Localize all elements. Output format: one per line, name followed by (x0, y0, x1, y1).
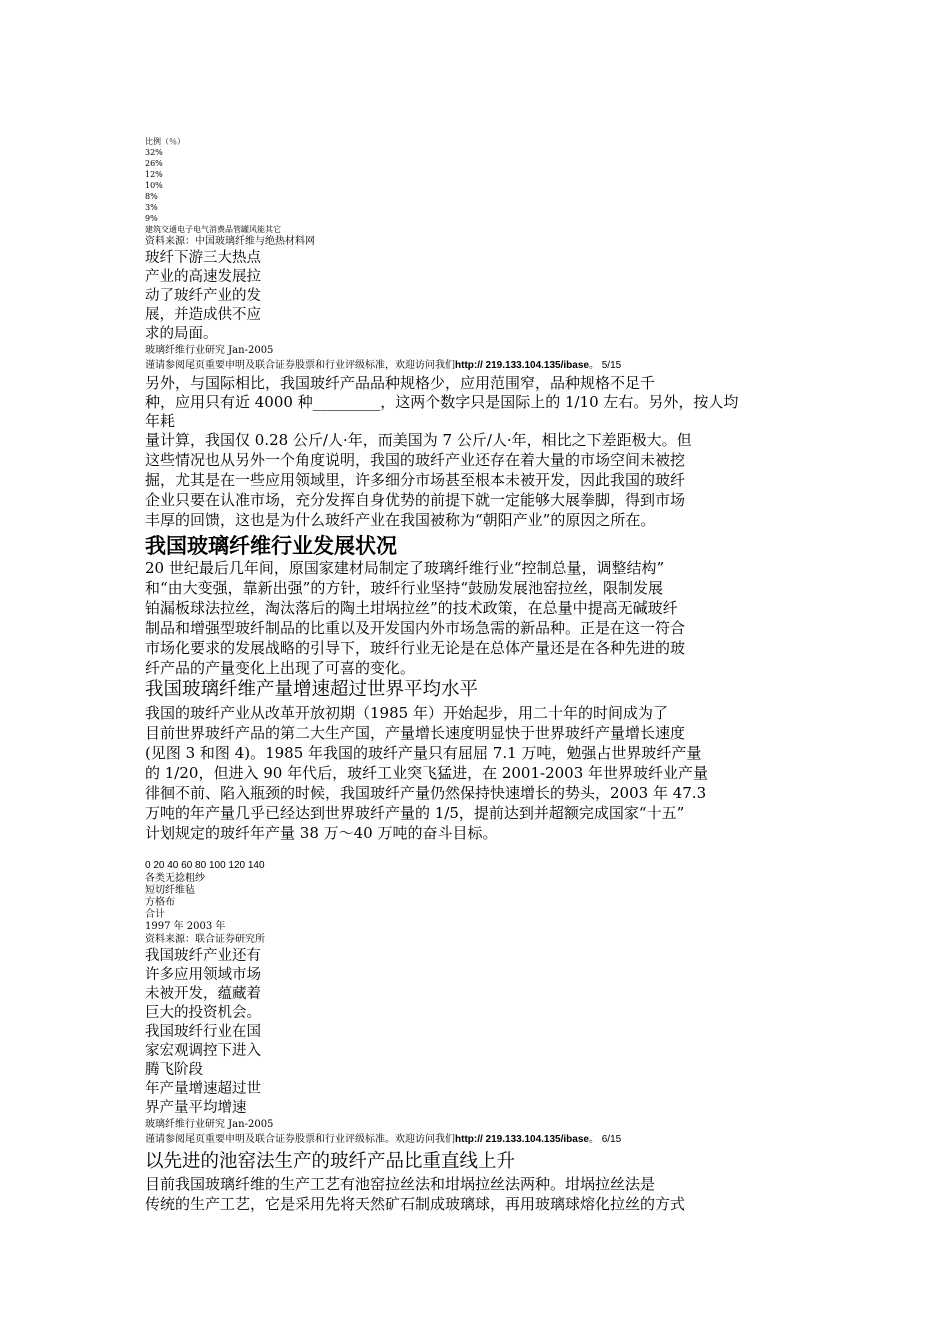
footer-url-link[interactable]: http:// 219.133.104.135/ibase (455, 1134, 589, 1145)
sidebar-note: 玻纤下游三大热点 (145, 250, 261, 266)
sidebar-note: 我国玻纤行业在国 (145, 1024, 261, 1040)
body-text: 掘，尤其是在一些应用领域里，许多细分市场甚至根本未被开发，因此我国的玻纤 (145, 471, 686, 489)
footer-page-number: 。 6/15 (588, 1134, 622, 1145)
body-text: 传统的生产工艺，它是采用先将天然矿石制成玻璃球，再用玻璃球熔化拉丝的方式 (145, 1195, 686, 1213)
footer-disclaimer-text: 谨请参阅尾页重要申明及联合证券股票和行业评级标准，欢迎访问我们 (145, 360, 455, 371)
section-heading: 我国玻璃纤维行业发展状况 (145, 534, 397, 558)
chart1-value: 26% (145, 159, 163, 168)
chart2-category: 短切纤维毡 (145, 885, 195, 896)
footer-disclaimer-text: 谨请参阅尾页重要申明及联合证券股票和行业评级标准。欢迎访问我们 (145, 1134, 455, 1145)
body-text: 量计算，我国仅 0.28 公斤/人·年，而美国为 7 公斤/人·年，相比之下差距极大。但 (145, 431, 692, 449)
sidebar-note: 家宏观调控下进入 (145, 1043, 261, 1059)
sidebar-note: 界产量平均增速 (145, 1100, 247, 1116)
sidebar-note: 动了玻纤产业的发 (145, 288, 261, 304)
sidebar-note: 腾飞阶段 (145, 1062, 203, 1078)
footer-disclaimer (145, 360, 621, 372)
body-text: 计划规定的玻纤年产量 38 万～40 万吨的奋斗目标。 (145, 824, 498, 842)
chart1-ylabel: 比例（％） (145, 137, 185, 146)
chart2-ticks: 0 20 40 60 80 100 120 140 (145, 860, 265, 871)
footer-title: 玻璃纤维行业研究 Jan-2005 (145, 345, 274, 356)
body-text: 和“由大变强，靠新出强”的方针，玻纤行业坚持“鼓励发展池窑拉丝，限制发展 (145, 579, 664, 597)
chart1-value: 32% (145, 148, 163, 157)
sidebar-note: 我国玻纤产业还有 (145, 948, 261, 964)
body-text: 纤产品的产量变化上出现了可喜的变化。 (145, 659, 416, 677)
sidebar-note: 产业的高速发展拉 (145, 269, 261, 285)
chart1-value: 3% (145, 203, 158, 212)
body-text: 市场化要求的发展战略的引导下，玻纤行业无论是在总体产量还是在各种先进的玻 (145, 639, 686, 657)
body-text: 目前世界玻纤产品的第二大生产国，产量增长速度明显快于世界玻纤产量增长速度 (145, 724, 686, 742)
section-subheading: 我国玻璃纤维产量增速超过世界平均水平 (145, 679, 479, 700)
chart1-source: 资料来源：中国玻璃纤维与绝热材料网 (145, 236, 315, 247)
body-text: 这些情况也从另外一个角度说明，我国的玻纤产业还存在着大量的市场空间未被挖 (145, 451, 686, 469)
body-text: 另外，与国际相比，我国玻纤产品品种规格少，应用范围窄，品种规格不足千 (145, 374, 656, 392)
footer-disclaimer (145, 1134, 621, 1146)
body-text: 20 世纪最后几年间，原国家建材局制定了玻璃纤维行业“控制总量，调整结构” (145, 559, 665, 577)
sidebar-note: 许多应用领域市场 (145, 967, 261, 983)
body-text: (见图 3 和图 4)。1985 年我国的玻纤产量只有屈屈 7.1 万吨，勉强占世界玻纤产量 (145, 744, 702, 762)
body-text: 万吨的年产量几乎已经达到世界玻纤产量的 1/5，提前达到并超额完成国家“十五” (145, 804, 685, 822)
body-text: 丰厚的回馈，这也是为什么玻纤产业在我国被称为“朝阳产业”的原因之所在。 (145, 511, 656, 529)
chart2-legend: 1997 年 2003 年 (145, 921, 226, 932)
section-subheading: 以先进的池窑法生产的玻纤产品比重直线上升 (145, 1151, 516, 1172)
chart1-value: 8% (145, 192, 158, 201)
sidebar-note: 求的局面。 (145, 326, 218, 342)
body-text: 制品和增强型玻纤制品的比重以及开发国内外市场急需的新品种。正是在这一符合 (145, 619, 686, 637)
chart1-categories: 建筑交通电子电气消费品管罐风能其它 (145, 225, 281, 234)
chart1-value: 9% (145, 214, 158, 223)
chart1-value: 10% (145, 181, 163, 190)
body-text: 铂漏板球法拉丝，淘汰落后的陶土坩埚拉丝”的技术政策，在总量中提高无碱玻纤 (145, 599, 678, 617)
body-text: 种，应用只有近 4000 种_________，这两个数字只是国际上的 1/10 左右。另外，按人均 (145, 393, 739, 411)
body-text: 目前我国玻璃纤维的生产工艺有池窑拉丝法和坩埚拉丝法两种。坩埚拉丝法是 (145, 1175, 656, 1193)
footer-title: 玻璃纤维行业研究 Jan-2005 (145, 1119, 274, 1130)
footer-url-link[interactable]: http:// 219.133.104.135/ibase (455, 360, 589, 371)
chart1-value: 12% (145, 170, 163, 179)
sidebar-note: 展，并造成供不应 (145, 307, 261, 323)
body-text: 的 1/20，但进入 90 年代后，玻纤工业突飞猛进，在 2001-2003 年世界玻纤业产量 (145, 764, 709, 782)
body-text: 徘徊不前、陷入瓶颈的时候，我国玻纤产量仍然保持快速增长的势头，2003 年 47.3 (145, 784, 707, 802)
body-text: 企业只要在认准市场，充分发挥自身优势的前提下就一定能够大展拳脚，得到市场 (145, 491, 686, 509)
sidebar-note: 巨大的投资机会。 (145, 1005, 261, 1021)
chart2-category: 方格布 (145, 897, 175, 908)
body-text: 我国的玻纤产业从改革开放初期（1985 年）开始起步，用二十年的时间成为了 (145, 704, 668, 722)
chart2-source: 资料来源：联合证券研究所 (145, 934, 265, 945)
body-text: 年耗 (145, 412, 176, 430)
chart2-category: 各类无捻粗纱 (145, 873, 205, 884)
sidebar-note: 年产量增速超过世 (145, 1081, 261, 1097)
sidebar-note: 未被开发，蕴藏着 (145, 986, 261, 1002)
chart2-category: 合计 (145, 909, 165, 920)
footer-page-number: 。 5/15 (588, 360, 622, 371)
